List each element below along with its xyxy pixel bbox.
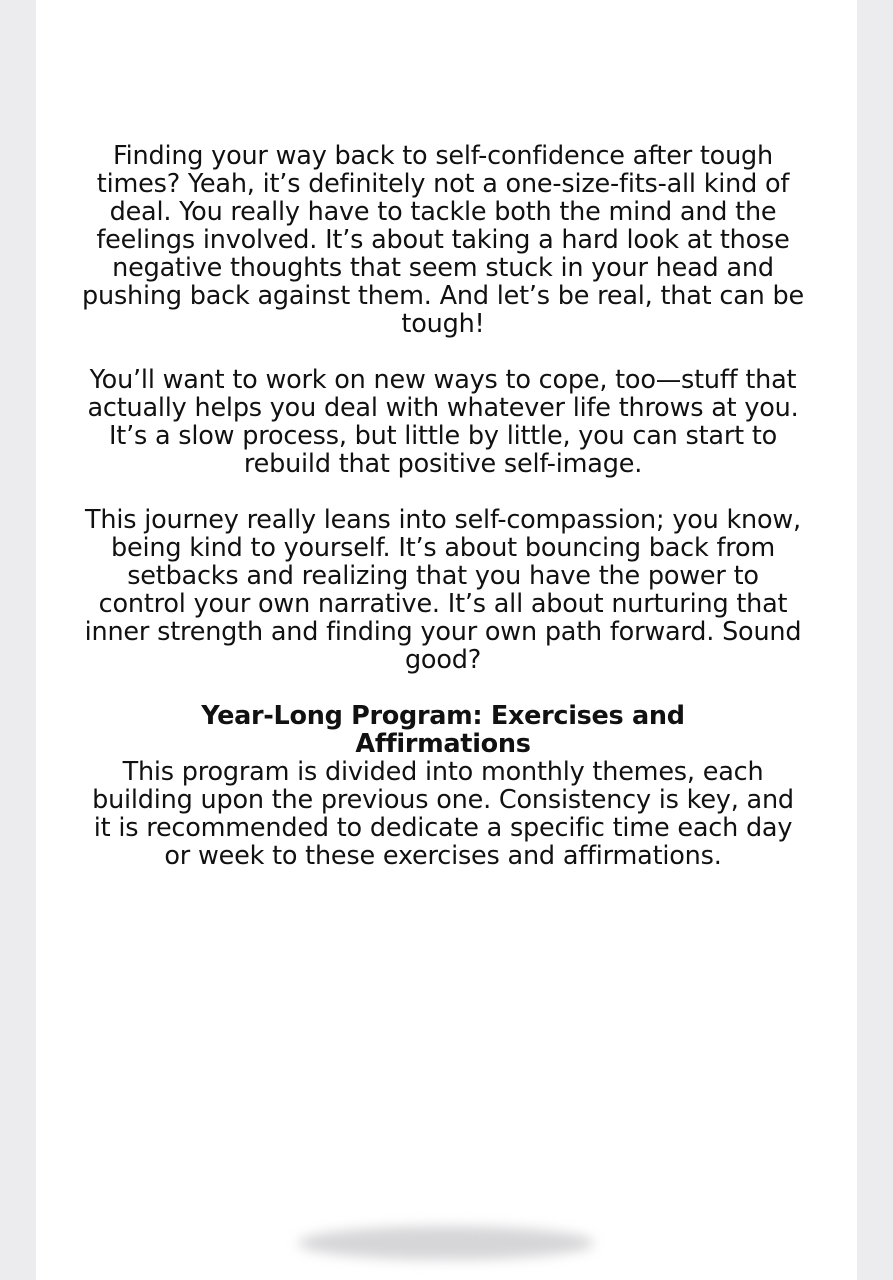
paragraph-self-compassion: This journey really leans into self-compassion; you know, being kind to yourself. It’s about bouncing back from setbacks and realizing that you have the power to control your own narrative. It’s all about nurturing that inner strength and finding your own path forward. Sound good? (84, 505, 802, 675)
document-page (36, 0, 857, 1280)
section-heading: Year-Long Program: Exercises and Affirmations (201, 701, 685, 759)
paragraph-self-confidence: Finding your way back to self-confidence after tough times? Yeah, it’s definitely not a one-size-fits-all kind of deal. You really have to tackle both the mind and the feelings involved. It’s about taking a hard look at those negative thoughts that seem stuck in your head and pushing back against them. And let’s be real, that can be tough! (82, 141, 804, 339)
page-content (80, 142, 806, 898)
page-shadow (298, 1226, 594, 1260)
section-body: This program is divided into monthly themes, each building upon the previous one. Consistency is key, and it is recommended to dedicate a specific time each day or week to these exercises and affirmations. (92, 757, 794, 871)
paragraph-coping: You’ll want to work on new ways to cope, too—stuff that actually helps you deal with whatever life throws at you. It’s a slow process, but little by little, you can start to rebuild that positive self-image. (87, 365, 799, 479)
